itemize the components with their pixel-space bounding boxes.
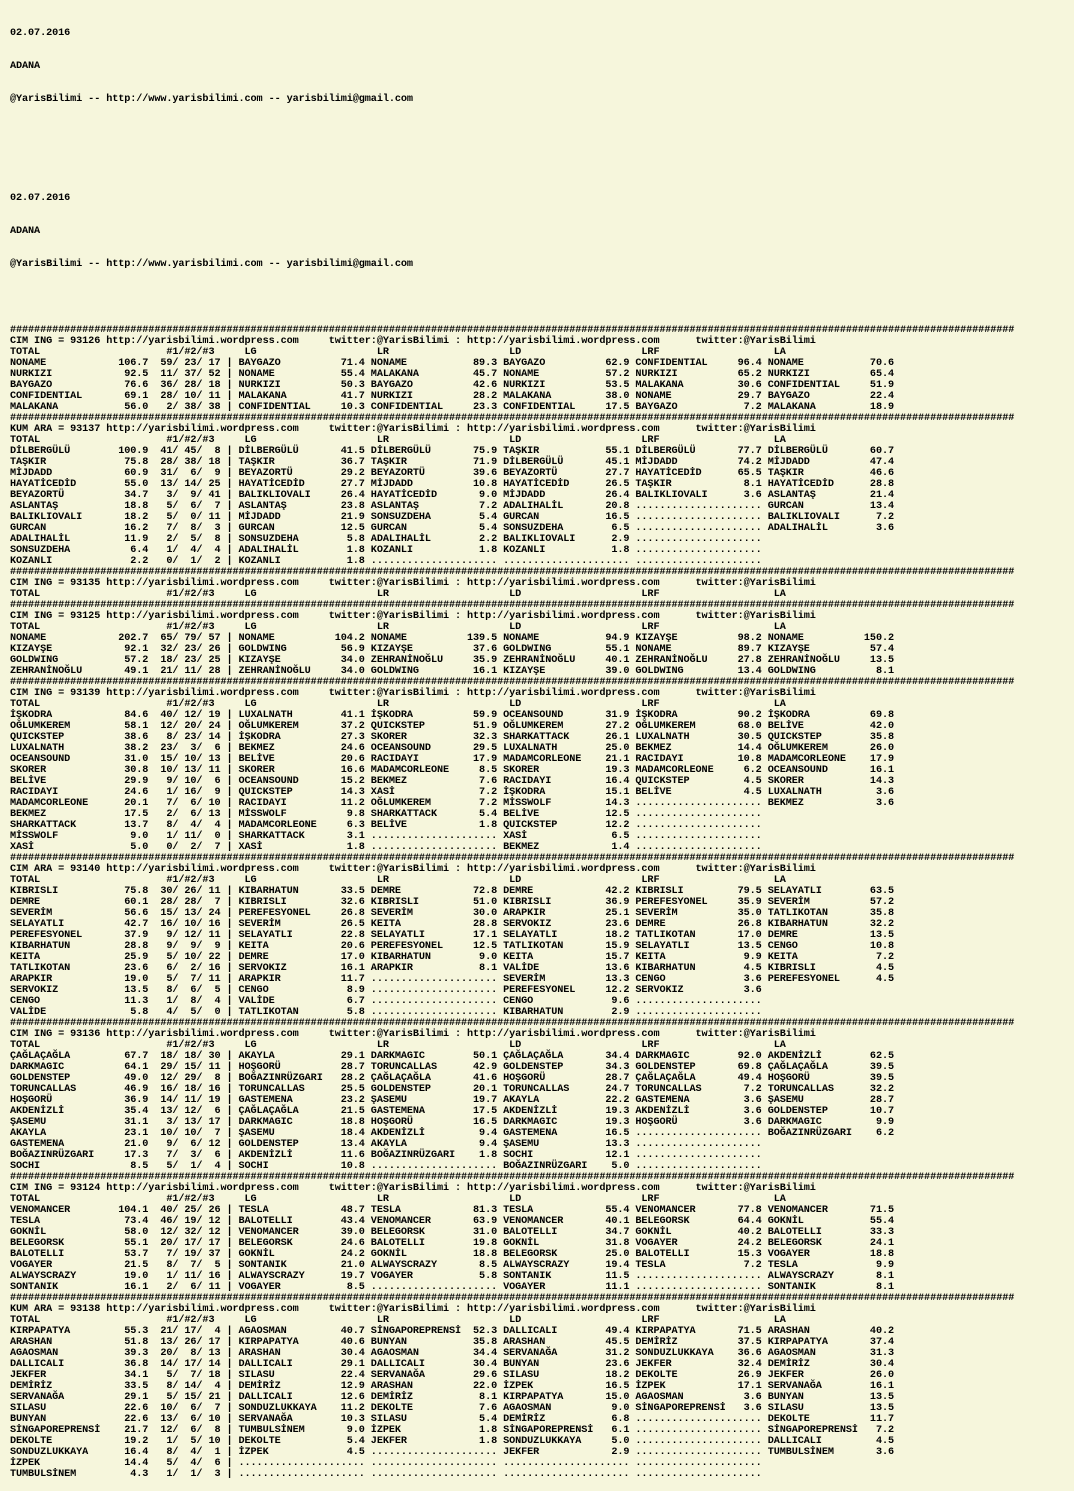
table-row: KIBRISLI 75.8 30/ 26/ 11 | KIBARHATUN 33.5 DEMRE 72.8 DEMRE 42.2 KIBRISLI 79.5 SELAYATLI 63.5 [10, 886, 894, 897]
column-header: TOTAL #1/#2/#3 LG LR LD LRF LA [10, 622, 786, 633]
race-title: CIM ING = 93125 http://yarisbilimi.wordpress.com twitter:@YarisBilimi : http://yarisbilimi.wordpress.com twitter:@YarisBilimi [10, 611, 816, 622]
table-row: NONAME 202.7 65/ 79/ 57 | NONAME 104.2 NONAME 139.5 NONAME 94.9 KIZAYŞE 98.2 NONAME 150.2 [10, 633, 894, 644]
table-row: SKORER 30.8 10/ 13/ 11 | SKORER 16.6 MADAMCORLEONE 8.5 SKORER 19.3 MADAMCORLEONE 6.2 OCEANSOUND 16.1 [10, 765, 894, 776]
table-row: HOŞGORÜ 36.9 14/ 11/ 19 | GASTEMENA 23.2 ŞASEMU 19.7 AKAYLA 22.2 GASTEMENA 3.6 ŞASEMU 28.7 [10, 1095, 894, 1106]
table-row: RACIDAYI 24.6 1/ 16/ 9 | QUICKSTEP 14.3 XASİ 7.2 İŞKODRA 15.1 BELİVE 4.5 LUXALNATH 3.6 [10, 787, 894, 798]
table-row: KIRPAPATYA 55.3 21/ 17/ 4 | AGAOSMAN 40.7 SİNGAPOREPRENSİ 52.3 DALLICALI 49.4 KIRPAPATYA 71.5 ARASHAN 40.2 [10, 1326, 894, 1337]
separator-line: ####################################################################################################################################################################### [10, 1172, 1015, 1183]
race-list [10, 325, 1074, 1480]
race-title: CIM ING = 93124 http://yarisbilimi.wordpress.com twitter:@YarisBilimi : http://yarisbilimi.wordpress.com twitter:@YarisBilimi [10, 1183, 816, 1194]
header-contact: @YarisBilimi -- http://www.yarisbilimi.com -- yarisbilimi@gmail.com [10, 94, 413, 105]
table-row: BELEGORSK 55.1 20/ 17/ 17 | BELEGORSK 24.6 BALOTELLI 19.8 GOKNİL 31.8 VOGAYER 24.2 BELEGORSK 24.1 [10, 1238, 894, 1249]
table-row: NURKIZI 92.5 11/ 37/ 52 | NONAME 55.4 MALAKANA 45.7 NONAME 57.2 NURKIZI 65.2 NURKIZI 65.4 [10, 369, 894, 380]
spacer [10, 127, 1074, 138]
table-row: GASTEMENA 21.0 9/ 6/ 12 | GOLDENSTEP 13.4 AKAYLA 9.4 ŞASEMU 13.3 ..................... [10, 1139, 762, 1150]
separator-line: ####################################################################################################################################################################### [10, 413, 1015, 424]
table-row: VENOMANCER 104.1 40/ 25/ 26 | TESLA 48.7 TESLA 81.3 TESLA 55.4 VENOMANCER 77.8 VENOMANCER 71.5 [10, 1205, 894, 1216]
table-row: BEYAZORTÜ 34.7 3/ 9/ 41 | BALIKLIOVALI 26.4 HAYATİCEDİD 9.0 MİJDADD 26.4 BALIKLIOVALI 3.6 ASLANTAŞ 21.4 [10, 490, 894, 501]
table-row: MALAKANA 56.0 2/ 38/ 38 | CONFIDENTIAL 10.3 CONFIDENTIAL 23.3 CONFIDENTIAL 17.5 BAYGAZO 7.2 MALAKANA 18.9 [10, 402, 894, 413]
table-row: ADALIHALİL 11.9 2/ 5/ 8 | SONSUZDEHA 5.8 ADALIHALİL 2.2 BALIKLIOVALI 2.9 ..................... [10, 534, 762, 545]
table-row: AKDENİZLİ 35.4 13/ 12/ 6 | ÇAĞLAÇAĞLA 21.5 GASTEMENA 17.5 AKDENİZLİ 19.3 AKDENİZLİ 3.6 GOLDENSTEP 10.7 [10, 1106, 894, 1117]
table-row: ALWAYSCRAZY 19.0 1/ 11/ 16 | ALWAYSCRAZY 19.7 VOGAYER 5.8 SONTANIK 11.5 ..................... ALWAYSCRAZY 8.1 [10, 1271, 894, 1282]
separator-line: ####################################################################################################################################################################### [10, 677, 1015, 688]
table-row: DEKOLTE 19.2 1/ 5/ 10 | DEKOLTE 5.4 JEKFER 1.8 SONDUZLUKKAYA 5.0 ..................... DALLICALI 4.5 [10, 1436, 894, 1447]
table-row: ARAPKIR 19.0 5/ 7/ 11 | ARAPKIR 11.7 ..................... SEVERİM 13.3 CENGO 3.6 PEREFESYONEL 4.5 [10, 974, 894, 985]
table-row: VOGAYER 21.5 8/ 7/ 5 | SONTANIK 21.0 ALWAYSCRAZY 8.5 ALWAYSCRAZY 19.4 TESLA 7.2 TESLA 9.9 [10, 1260, 894, 1271]
table-row: PEREFESYONEL 37.9 9/ 12/ 11 | SELAYATLI 22.8 SELAYATLI 17.1 SELAYATLI 18.2 TATLIKOTAN 17.0 DEMRE 13.5 [10, 930, 894, 941]
table-row: SILASU 22.6 10/ 6/ 7 | SONDUZLUKKAYA 11.2 DEKOLTE 7.6 AGAOSMAN 9.0 SİNGAPOREPRENSİ 3.6 SILASU 13.5 [10, 1403, 894, 1414]
table-row: HAYATİCEDİD 55.0 13/ 14/ 25 | HAYATİCEDİD 27.7 MİJDADD 10.8 HAYATİCEDİD 26.5 TAŞKIR 8.1 HAYATİCEDİD 28.8 [10, 479, 894, 490]
race-title: CIM ING = 93139 http://yarisbilimi.wordpress.com twitter:@YarisBilimi : http://yarisbilimi.wordpress.com twitter:@YarisBilimi [10, 688, 816, 699]
table-row: GOLDENSTEP 49.0 12/ 29/ 8 | BOĞAZINRÜZGARI 28.2 ÇAĞLAÇAĞLA 41.6 HOŞGORÜ 28.7 ÇAĞLAÇAĞLA 49.4 HOŞGORÜ 39.5 [10, 1073, 894, 1084]
column-header: TOTAL #1/#2/#3 LG LR LD LRF LA [10, 699, 786, 710]
separator-line: ####################################################################################################################################################################### [10, 325, 1015, 336]
table-row: LUXALNATH 38.2 23/ 3/ 6 | BEKMEZ 24.6 OCEANSOUND 29.5 LUXALNATH 25.0 BEKMEZ 14.4 OĞLUMKEREM 26.0 [10, 743, 894, 754]
table-row: TESLA 73.4 46/ 19/ 12 | BALOTELLI 43.4 VENOMANCER 63.9 VENOMANCER 40.1 BELEGORSK 64.4 GOKNİL 55.4 [10, 1216, 894, 1227]
separator-line: ####################################################################################################################################################################### [10, 1293, 1015, 1304]
table-row: TORUNCALLAS 46.9 16/ 18/ 16 | TORUNCALLAS 25.5 GOLDENSTEP 20.1 TORUNCALLAS 24.7 TORUNCALLAS 7.2 TORUNCALLAS 32.2 [10, 1084, 894, 1095]
table-row: SONTANIK 16.1 2/ 6/ 11 | VOGAYER 8.5 ..................... VOGAYER 11.1 ..................... SONTANIK 8.1 [10, 1282, 894, 1293]
table-row: SİNGAPOREPRENSİ 21.7 12/ 6/ 8 | TUMBULSİNEM 9.0 İZPEK 1.8 SİNGAPOREPRENSİ 6.1 ..................... SİNGAPOREPRENSİ 7.2 [10, 1425, 894, 1436]
table-row: ÇAĞLAÇAĞLA 67.7 18/ 18/ 30 | AKAYLA 29.1 DARKMAGIC 50.1 ÇAĞLAÇAĞLA 34.4 DARKMAGIC 92.0 AKDENİZLİ 62.5 [10, 1051, 894, 1062]
table-row: ARASHAN 51.8 13/ 26/ 17 | KIRPAPATYA 40.6 BUNYAN 35.8 ARASHAN 45.5 DEMİRİZ 37.5 KIRPAPATYA 37.4 [10, 1337, 894, 1348]
header-date: 02.07.2016 [10, 28, 71, 39]
table-row: DEMRE 60.1 28/ 28/ 7 | KIBRISLI 32.6 KIBRISLI 51.0 KIBRISLI 36.9 PEREFESYONEL 35.9 SEVERİM 57.2 [10, 897, 894, 908]
header-contact: @YarisBilimi -- http://www.yarisbilimi.com -- yarisbilimi@gmail.com [10, 259, 413, 270]
spacer [10, 160, 1074, 171]
race-block [10, 325, 1074, 413]
race-title: CIM ING = 93136 http://yarisbilimi.wordpress.com twitter:@YarisBilimi : http://yarisbilimi.wordpress.com twitter:@YarisBilimi [10, 1029, 816, 1040]
table-row: SONSUZDEHA 6.4 1/ 4/ 4 | ADALIHALİL 1.8 KOZANLI 1.8 KOZANLI 1.8 ..................... [10, 545, 762, 556]
table-row: İŞKODRA 84.6 40/ 12/ 19 | LUXALNATH 41.1 İŞKODRA 59.9 OCEANSOUND 31.9 İŞKODRA 90.2 İŞKODRA 69.8 [10, 710, 894, 721]
race-block [10, 1293, 1074, 1480]
table-row: NONAME 106.7 59/ 23/ 17 | BAYGAZO 71.4 NONAME 89.3 BAYGAZO 62.9 CONFIDENTIAL 96.4 NONAME 70.6 [10, 358, 894, 369]
table-row: SERVOKIZ 13.5 8/ 6/ 5 | CENGO 8.9 ..................... PEREFESYONEL 12.2 SERVOKIZ 3.6 [10, 985, 762, 996]
table-row: BAYGAZO 76.6 36/ 28/ 18 | NURKIZI 50.3 BAYGAZO 42.6 NURKIZI 53.5 MALAKANA 30.6 CONFIDENTIAL 51.9 [10, 380, 894, 391]
table-row: SONDUZLUKKAYA 16.4 8/ 4/ 1 | İZPEK 4.5 ..................... JEKFER 2.9 ..................... TUMBULSİNEM 3.6 [10, 1447, 894, 1458]
table-row: TUMBULSİNEM 4.3 1/ 1/ 3 | ..................... ..................... ..................... ..................... [10, 1469, 762, 1480]
race-title: CIM ARA = 93140 http://yarisbilimi.wordpress.com twitter:@YarisBilimi : http://yarisbilimi.wordpress.com twitter:@YarisBilimi [10, 864, 816, 875]
race-title: KUM ARA = 93138 http://yarisbilimi.wordpress.com twitter:@YarisBilimi : http://yarisbilimi.wordpress.com twitter:@YarisBilimi [10, 1304, 816, 1315]
separator-line: ####################################################################################################################################################################### [10, 853, 1015, 864]
table-row: DARKMAGIC 64.1 29/ 15/ 11 | HOŞGORÜ 28.7 TORUNCALLAS 42.9 GOLDENSTEP 34.3 GOLDENSTEP 69.8 ÇAĞLAÇAĞLA 39.5 [10, 1062, 894, 1073]
table-row: GOKNİL 58.0 12/ 32/ 12 | VENOMANCER 39.0 BELEGORSK 31.0 BALOTELLI 34.7 GOKNİL 40.2 BALOTELLI 33.3 [10, 1227, 894, 1238]
race-block [10, 1018, 1074, 1172]
spacer [10, 292, 1074, 303]
table-row: SOCHI 8.5 5/ 1/ 4 | SOCHI 10.8 ..................... BOĞAZINRÜZGARI 5.0 ..................... [10, 1161, 762, 1172]
table-row: TAŞKIR 75.8 28/ 38/ 18 | TAŞKIR 36.7 TAŞKIR 71.9 DİLBERGÜLÜ 45.1 MİJDADD 74.2 MİJDADD 47.4 [10, 457, 894, 468]
column-header: TOTAL #1/#2/#3 LG LR LD LRF LA [10, 875, 786, 886]
header-city: ADANA [10, 61, 41, 72]
table-row: VALİDE 5.8 4/ 5/ 0 | TATLIKOTAN 5.8 ..................... KIBARHATUN 2.9 ..................... [10, 1007, 762, 1018]
column-header: TOTAL #1/#2/#3 LG LR LD LRF LA [10, 1040, 786, 1051]
table-row: SERVANAĞA 29.1 5/ 15/ 21 | DALLICALI 12.6 DEMİRİZ 8.1 KIRPAPATYA 15.0 AGAOSMAN 3.6 BUNYAN 13.5 [10, 1392, 894, 1403]
race-block [10, 677, 1074, 853]
table-row: KIZAYŞE 92.1 32/ 23/ 26 | GOLDWING 56.9 KIZAYŞE 37.6 GOLDWING 55.1 NONAME 89.7 KIZAYŞE 57.4 [10, 644, 894, 655]
table-row: SEVERİM 56.6 15/ 13/ 24 | PEREFESYONEL 26.8 SEVERİM 30.0 ARAPKIR 25.1 SEVERİM 35.0 TATLIKOTAN 35.8 [10, 908, 894, 919]
table-row: MADAMCORLEONE 20.1 7/ 6/ 10 | RACIDAYI 11.2 OĞLUMKEREM 7.2 MİSSWOLF 14.3 ..................... BEKMEZ 3.6 [10, 798, 894, 809]
table-row: AGAOSMAN 39.3 20/ 8/ 13 | ARASHAN 30.4 AGAOSMAN 34.4 SERVANAĞA 31.2 SONDUZLUKKAYA 36.6 AGAOSMAN 31.3 [10, 1348, 894, 1359]
column-header: TOTAL #1/#2/#3 LG LR LD LRF LA [10, 589, 786, 600]
table-row: GURCAN 16.2 7/ 8/ 3 | GURCAN 12.5 GURCAN 5.4 SONSUZDEHA 6.5 ..................... ADALIHALİL 3.6 [10, 523, 894, 534]
table-row: QUICKSTEP 38.6 8/ 23/ 14 | İŞKODRA 27.3 SKORER 32.3 SHARKATTACK 26.1 LUXALNATH 30.5 QUICKSTEP 35.8 [10, 732, 894, 743]
table-row: BALIKLIOVALI 18.2 5/ 0/ 11 | MİJDADD 21.9 SONSUZDEHA 5.4 GURCAN 16.5 ..................... BALIKLIOVALI 7.2 [10, 512, 894, 523]
table-row: DİLBERGÜLÜ 100.9 41/ 45/ 8 | DİLBERGÜLÜ 41.5 DİLBERGÜLÜ 75.9 TAŞKIR 55.1 DİLBERGÜLÜ 77.7 DİLBERGÜLÜ 60.7 [10, 446, 894, 457]
race-title: KUM ARA = 93137 http://yarisbilimi.wordpress.com twitter:@YarisBilimi : http://yarisbilimi.wordpress.com twitter:@YarisBilimi [10, 424, 816, 435]
table-row: KIBARHATUN 28.8 9/ 9/ 9 | KEITA 20.6 PEREFESYONEL 12.5 TATLIKOTAN 15.9 SELAYATLI 13.5 CENGO 10.8 [10, 941, 894, 952]
column-header: TOTAL #1/#2/#3 LG LR LD LRF LA [10, 347, 786, 358]
header-city: ADANA [10, 226, 41, 237]
race-block [10, 567, 1074, 600]
table-row: XASİ 5.0 0/ 2/ 7 | XASİ 1.8 ..................... BEKMEZ 1.4 ..................... [10, 842, 762, 853]
column-header: TOTAL #1/#2/#3 LG LR LD LRF LA [10, 1315, 786, 1326]
table-row: BALOTELLI 53.7 7/ 19/ 37 | GOKNİL 24.2 GOKNİL 18.8 BELEGORSK 25.0 BALOTELLI 15.3 VOGAYER 18.8 [10, 1249, 894, 1260]
table-row: İZPEK 14.4 5/ 4/ 6 | ..................... ..................... ..................... ..................... [10, 1458, 762, 1469]
separator-line: ####################################################################################################################################################################### [10, 567, 1015, 578]
table-row: AKAYLA 23.1 10/ 10/ 7 | ŞASEMU 18.4 AKDENİZLİ 9.4 GASTEMENA 16.5 ..................... BOĞAZINRÜZGARI 6.2 [10, 1128, 894, 1139]
table-row: CENGO 11.3 1/ 8/ 4 | VALİDE 6.7 ..................... CENGO 9.6 ..................... [10, 996, 762, 1007]
table-row: CONFIDENTIAL 69.1 28/ 10/ 11 | MALAKANA 41.7 NURKIZI 28.2 MALAKANA 38.0 NONAME 29.7 BAYGAZO 22.4 [10, 391, 894, 402]
table-row: TATLIKOTAN 23.6 6/ 2/ 16 | SERVOKIZ 16.1 ARAPKIR 8.1 VALİDE 13.6 KIBARHATUN 4.5 KIBRISLI 4.5 [10, 963, 894, 974]
separator-line: ####################################################################################################################################################################### [10, 1018, 1015, 1029]
table-row: BEKMEZ 17.5 2/ 6/ 13 | MİSSWOLF 9.8 SHARKATTACK 5.4 BELİVE 12.5 ..................... [10, 809, 762, 820]
race-block [10, 600, 1074, 677]
table-row: MİJDADD 60.9 31/ 6/ 9 | BEYAZORTÜ 29.2 BEYAZORTÜ 39.6 BEYAZORTÜ 27.7 HAYATİCEDİD 65.5 TAŞKIR 46.6 [10, 468, 894, 479]
table-row: ASLANTAŞ 18.8 5/ 6/ 7 | ASLANTAŞ 23.8 ASLANTAŞ 7.2 ADALIHALİL 20.8 ..................... GURCAN 13.4 [10, 501, 894, 512]
race-block [10, 413, 1074, 567]
table-row: BELİVE 29.9 9/ 10/ 6 | OCEANSOUND 15.2 BEKMEZ 7.6 RACIDAYI 16.4 QUICKSTEP 4.5 SKORER 14.3 [10, 776, 894, 787]
header-date: 02.07.2016 [10, 193, 71, 204]
table-row: MİSSWOLF 9.0 1/ 11/ 0 | SHARKATTACK 3.1 ..................... XASİ 6.5 ..................... [10, 831, 762, 842]
race-title: CIM ING = 93135 http://yarisbilimi.wordpress.com twitter:@YarisBilimi : http://yarisbilimi.wordpress.com twitter:@YarisBilimi [10, 578, 816, 589]
table-row: ZEHRANİNOĞLU 49.1 21/ 11/ 28 | ZEHRANİNOĞLU 34.0 GOLDWING 16.1 KIZAYŞE 39.0 GOLDWING 13.4 GOLDWING 8.1 [10, 666, 894, 677]
table-row: SELAYATLI 42.7 16/ 10/ 16 | SEVERİM 26.5 KEITA 28.8 SERVOKIZ 23.6 DEMRE 26.8 KIBARHATUN 32.2 [10, 919, 894, 930]
table-row: GOLDWING 57.2 18/ 23/ 25 | KIZAYŞE 34.0 ZEHRANİNOĞLU 35.9 ZEHRANİNOĞLU 40.1 ZEHRANİNOĞLU 27.8 ZEHRANİNOĞLU 13.5 [10, 655, 894, 666]
table-row: BUNYAN 22.6 13/ 6/ 10 | SERVANAĞA 10.3 SILASU 5.4 DEMİRİZ 6.8 ..................... DEKOLTE 11.7 [10, 1414, 894, 1425]
table-row: BOĞAZINRÜZGARI 17.3 7/ 3/ 6 | AKDENİZLİ 11.6 BOĞAZINRÜZGARI 1.8 SOCHI 12.1 ..................... [10, 1150, 762, 1161]
column-header: TOTAL #1/#2/#3 LG LR LD LRF LA [10, 435, 786, 446]
table-row: KEITA 25.9 5/ 10/ 22 | DEMRE 17.0 KIBARHATUN 9.0 KEITA 15.7 KEITA 9.9 KEITA 7.2 [10, 952, 894, 963]
race-block [10, 1172, 1074, 1293]
column-header: TOTAL #1/#2/#3 LG LR LD LRF LA [10, 1194, 786, 1205]
table-row: KOZANLI 2.2 0/ 1/ 2 | KOZANLI 1.8 ..................... ..................... ..................... [10, 556, 762, 567]
table-row: OCEANSOUND 31.0 15/ 10/ 13 | BELİVE 20.6 RACIDAYI 17.9 MADAMCORLEONE 21.1 RACIDAYI 10.8 MADAMCORLEONE 17.9 [10, 754, 894, 765]
table-row: JEKFER 34.1 5/ 7/ 18 | SILASU 22.4 SERVANAĞA 29.6 SILASU 18.2 DEKOLTE 26.9 JEKFER 26.0 [10, 1370, 894, 1381]
table-row: ŞASEMU 31.1 3/ 13/ 17 | DARKMAGIC 18.8 HOŞGORÜ 16.5 DARKMAGIC 19.3 HOŞGORÜ 3.6 DARKMAGIC 9.9 [10, 1117, 894, 1128]
table-row: DEMİRİZ 33.5 8/ 14/ 4 | DEMİRİZ 12.9 ARASHAN 22.0 İZPEK 16.5 İZPEK 17.1 SERVANAĞA 16.1 [10, 1381, 894, 1392]
race-title: CIM ING = 93126 http://yarisbilimi.wordpress.com twitter:@YarisBilimi : http://yarisbilimi.wordpress.com twitter:@YarisBilimi [10, 336, 816, 347]
table-row: SHARKATTACK 13.7 8/ 4/ 4 | MADAMCORLEONE 6.3 BELİVE 1.8 QUICKSTEP 12.2 ..................... [10, 820, 762, 831]
separator-line: ####################################################################################################################################################################### [10, 600, 1015, 611]
table-row: OĞLUMKEREM 58.1 12/ 20/ 24 | OĞLUMKEREM 37.2 QUICKSTEP 51.9 OĞLUMKEREM 27.2 OĞLUMKEREM 68.0 BELİVE 42.0 [10, 721, 894, 732]
table-row: DALLICALI 36.8 14/ 17/ 14 | DALLICALI 29.1 DALLICALI 30.4 BUNYAN 23.6 JEKFER 32.4 DEMİRİZ 30.4 [10, 1359, 894, 1370]
race-block [10, 853, 1074, 1018]
